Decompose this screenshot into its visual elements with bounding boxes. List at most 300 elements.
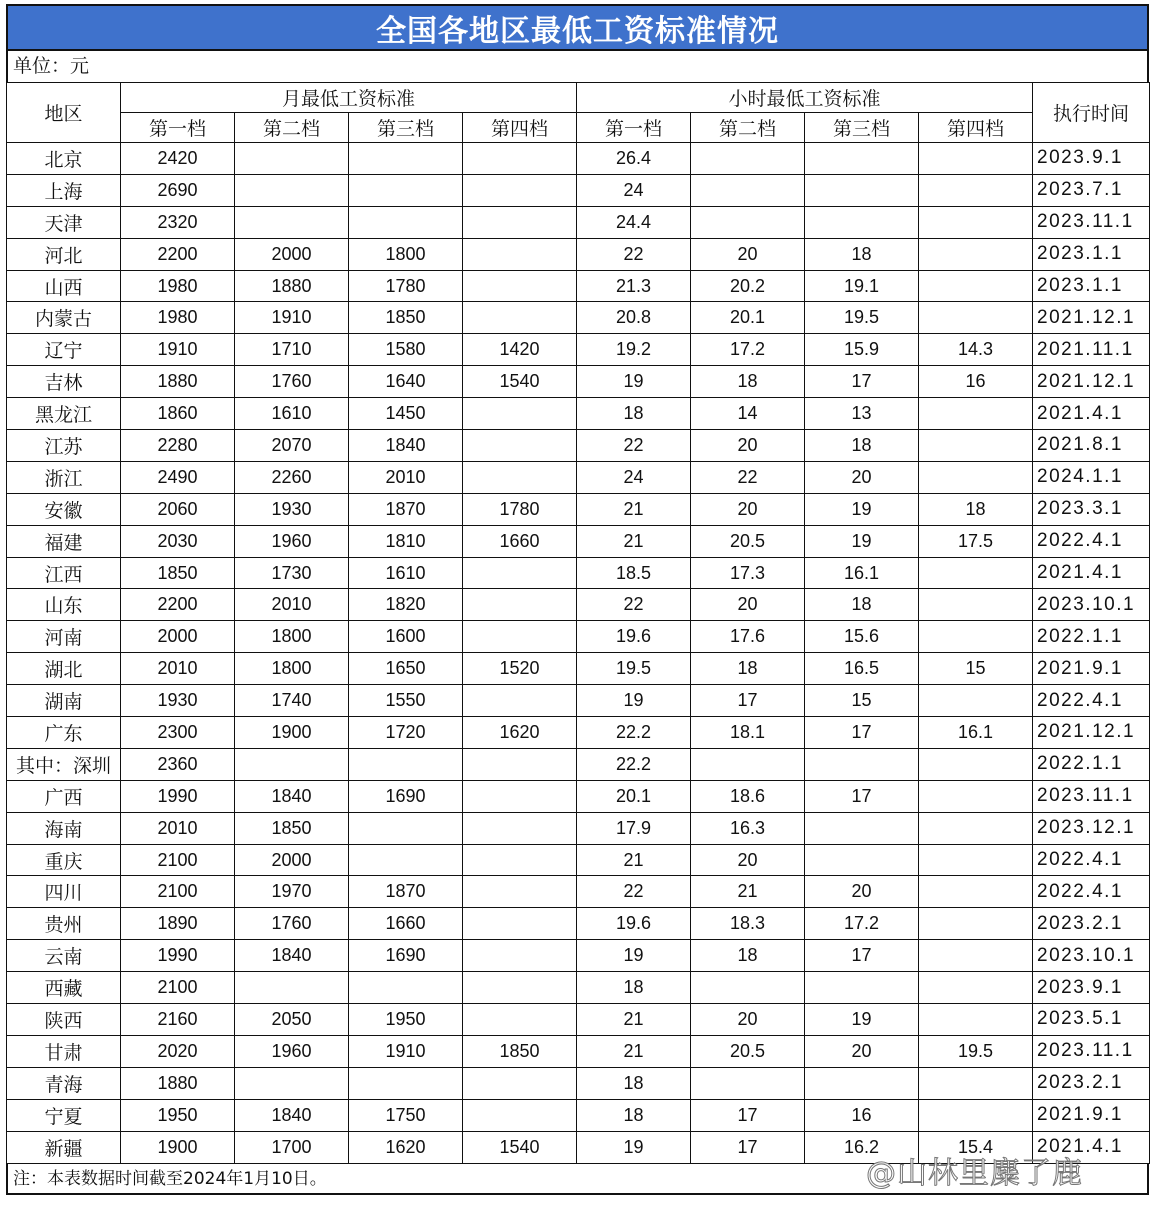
- monthly-tier-4-cell: 1540: [463, 366, 577, 398]
- table-row: [7, 557, 1150, 589]
- monthly-tier-3-cell: 1660: [349, 908, 463, 940]
- region-cell: 甘肃: [7, 1035, 121, 1067]
- effective-date-cell: 2022.4.1: [1033, 685, 1150, 717]
- hourly-tier-1-cell: 22: [577, 876, 691, 908]
- header-hourly-tier-2: 第二档: [691, 113, 805, 143]
- monthly-tier-4-cell: [463, 398, 577, 430]
- table-row: [7, 621, 1150, 653]
- table-row: [7, 302, 1150, 334]
- hourly-tier-1-cell: 22.2: [577, 717, 691, 749]
- hourly-tier-3-cell: 15.9: [805, 334, 919, 366]
- table-row: [7, 653, 1150, 685]
- hourly-tier-3-cell: 15.6: [805, 621, 919, 653]
- monthly-tier-4-cell: 1620: [463, 717, 577, 749]
- hourly-tier-2-cell: [691, 972, 805, 1004]
- hourly-tier-4-cell: [919, 270, 1033, 302]
- hourly-tier-4-cell: [919, 685, 1033, 717]
- hourly-tier-1-cell: 22: [577, 430, 691, 462]
- hourly-tier-3-cell: 13: [805, 398, 919, 430]
- monthly-tier-2-cell: 1800: [235, 621, 349, 653]
- monthly-tier-2-cell: 1760: [235, 366, 349, 398]
- table-row: [7, 812, 1150, 844]
- hourly-tier-3-cell: 20: [805, 876, 919, 908]
- hourly-tier-4-cell: [919, 780, 1033, 812]
- region-cell: 贵州: [7, 908, 121, 940]
- effective-date-cell: 2021.12.1: [1033, 302, 1150, 334]
- monthly-tier-3-cell: 1600: [349, 621, 463, 653]
- hourly-tier-2-cell: 20: [691, 238, 805, 270]
- monthly-tier-3-cell: 1450: [349, 398, 463, 430]
- hourly-tier-4-cell: [919, 302, 1033, 334]
- hourly-tier-2-cell: 16.3: [691, 812, 805, 844]
- hourly-tier-3-cell: 17: [805, 366, 919, 398]
- monthly-tier-1-cell: 1910: [121, 334, 235, 366]
- monthly-tier-4-cell: [463, 589, 577, 621]
- monthly-tier-4-cell: [463, 461, 577, 493]
- monthly-tier-1-cell: 2100: [121, 876, 235, 908]
- hourly-tier-1-cell: 24.4: [577, 206, 691, 238]
- monthly-tier-4-cell: [463, 908, 577, 940]
- header-region: 地区: [7, 83, 121, 143]
- region-cell: 湖南: [7, 685, 121, 717]
- hourly-tier-2-cell: 17.2: [691, 334, 805, 366]
- effective-date-cell: 2023.3.1: [1033, 493, 1150, 525]
- region-cell: 广东: [7, 717, 121, 749]
- region-cell: 江西: [7, 557, 121, 589]
- table-row: [7, 238, 1150, 270]
- hourly-tier-1-cell: 19.6: [577, 908, 691, 940]
- effective-date-cell: 2021.11.1: [1033, 334, 1150, 366]
- monthly-tier-2-cell: [235, 1067, 349, 1099]
- region-cell: 安徽: [7, 493, 121, 525]
- table-row: [7, 493, 1150, 525]
- monthly-tier-3-cell: 1870: [349, 493, 463, 525]
- monthly-tier-4-cell: [463, 1004, 577, 1036]
- monthly-tier-1-cell: 2360: [121, 748, 235, 780]
- hourly-tier-2-cell: 20.5: [691, 525, 805, 557]
- monthly-tier-3-cell: [349, 206, 463, 238]
- monthly-tier-3-cell: 1850: [349, 302, 463, 334]
- hourly-tier-2-cell: 14: [691, 398, 805, 430]
- monthly-tier-2-cell: 1610: [235, 398, 349, 430]
- monthly-tier-1-cell: 2010: [121, 653, 235, 685]
- hourly-tier-2-cell: [691, 174, 805, 206]
- monthly-tier-3-cell: 1580: [349, 334, 463, 366]
- hourly-tier-1-cell: 20.8: [577, 302, 691, 334]
- hourly-tier-2-cell: 20: [691, 589, 805, 621]
- hourly-tier-4-cell: 15: [919, 653, 1033, 685]
- region-cell: 河北: [7, 238, 121, 270]
- hourly-tier-3-cell: 18: [805, 589, 919, 621]
- hourly-tier-3-cell: 20: [805, 1035, 919, 1067]
- hourly-tier-3-cell: 17: [805, 780, 919, 812]
- hourly-tier-3-cell: 16.1: [805, 557, 919, 589]
- monthly-tier-2-cell: 2000: [235, 238, 349, 270]
- monthly-tier-4-cell: [463, 238, 577, 270]
- monthly-tier-4-cell: 1780: [463, 493, 577, 525]
- hourly-tier-1-cell: 22: [577, 238, 691, 270]
- effective-date-cell: 2024.1.1: [1033, 461, 1150, 493]
- region-cell: 其中：深圳: [7, 748, 121, 780]
- monthly-tier-4-cell: [463, 940, 577, 972]
- monthly-tier-3-cell: 1840: [349, 430, 463, 462]
- monthly-tier-3-cell: 2010: [349, 461, 463, 493]
- hourly-tier-3-cell: 16.5: [805, 653, 919, 685]
- hourly-tier-1-cell: 19.5: [577, 653, 691, 685]
- hourly-tier-4-cell: [919, 238, 1033, 270]
- hourly-tier-4-cell: [919, 589, 1033, 621]
- hourly-tier-2-cell: 22: [691, 461, 805, 493]
- monthly-tier-2-cell: 1740: [235, 685, 349, 717]
- effective-date-cell: 2023.12.1: [1033, 812, 1150, 844]
- monthly-tier-2-cell: 2050: [235, 1004, 349, 1036]
- header-hourly-tier-3: 第三档: [805, 113, 919, 143]
- region-cell: 浙江: [7, 461, 121, 493]
- table-row: [7, 270, 1150, 302]
- hourly-tier-1-cell: 21: [577, 493, 691, 525]
- monthly-tier-4-cell: 1850: [463, 1035, 577, 1067]
- unit-label: 单位：元: [6, 51, 1149, 82]
- effective-date-cell: 2023.1.1: [1033, 270, 1150, 302]
- monthly-tier-3-cell: 1950: [349, 1004, 463, 1036]
- monthly-tier-2-cell: 1900: [235, 717, 349, 749]
- hourly-tier-1-cell: 18: [577, 398, 691, 430]
- effective-date-cell: 2022.4.1: [1033, 844, 1150, 876]
- monthly-tier-3-cell: 1650: [349, 653, 463, 685]
- hourly-tier-3-cell: 16: [805, 1099, 919, 1131]
- monthly-tier-1-cell: 2010: [121, 812, 235, 844]
- effective-date-cell: 2023.5.1: [1033, 1004, 1150, 1036]
- hourly-tier-2-cell: 18.3: [691, 908, 805, 940]
- monthly-tier-3-cell: [349, 812, 463, 844]
- monthly-tier-4-cell: 1540: [463, 1131, 577, 1163]
- footnote: 注：本表数据时间截至2024年1月10日。: [6, 1164, 1149, 1195]
- hourly-tier-1-cell: 21: [577, 1004, 691, 1036]
- monthly-tier-1-cell: 2030: [121, 525, 235, 557]
- effective-date-cell: 2021.8.1: [1033, 430, 1150, 462]
- header-monthly-tier-2: 第二档: [235, 113, 349, 143]
- table-row: [7, 876, 1150, 908]
- sheet-title: 全国各地区最低工资标准情况: [6, 4, 1149, 51]
- monthly-tier-1-cell: 1930: [121, 685, 235, 717]
- hourly-tier-3-cell: 15: [805, 685, 919, 717]
- hourly-tier-2-cell: 18: [691, 366, 805, 398]
- monthly-tier-1-cell: 1990: [121, 780, 235, 812]
- hourly-tier-4-cell: [919, 206, 1033, 238]
- monthly-tier-3-cell: 1620: [349, 1131, 463, 1163]
- effective-date-cell: 2021.4.1: [1033, 1131, 1150, 1163]
- hourly-tier-3-cell: 20: [805, 461, 919, 493]
- monthly-tier-2-cell: [235, 206, 349, 238]
- monthly-tier-1-cell: 1850: [121, 557, 235, 589]
- monthly-tier-2-cell: 1710: [235, 334, 349, 366]
- table-row: [7, 972, 1150, 1004]
- effective-date-cell: 2023.7.1: [1033, 174, 1150, 206]
- hourly-tier-4-cell: [919, 430, 1033, 462]
- hourly-tier-3-cell: [805, 174, 919, 206]
- region-cell: 重庆: [7, 844, 121, 876]
- monthly-tier-1-cell: 2060: [121, 493, 235, 525]
- effective-date-cell: 2022.4.1: [1033, 876, 1150, 908]
- table-row: [7, 398, 1150, 430]
- hourly-tier-3-cell: 16.2: [805, 1131, 919, 1163]
- monthly-tier-2-cell: [235, 143, 349, 175]
- effective-date-cell: 2023.9.1: [1033, 972, 1150, 1004]
- monthly-tier-4-cell: [463, 206, 577, 238]
- monthly-tier-1-cell: 2280: [121, 430, 235, 462]
- monthly-tier-1-cell: 2420: [121, 143, 235, 175]
- hourly-tier-2-cell: [691, 206, 805, 238]
- header-hourly: 小时最低工资标准: [577, 83, 1033, 113]
- header-monthly-tier-4: 第四档: [463, 113, 577, 143]
- header-monthly-tier-3: 第三档: [349, 113, 463, 143]
- hourly-tier-2-cell: [691, 143, 805, 175]
- hourly-tier-4-cell: [919, 876, 1033, 908]
- hourly-tier-2-cell: 17: [691, 1099, 805, 1131]
- hourly-tier-1-cell: 22: [577, 589, 691, 621]
- monthly-tier-3-cell: 1750: [349, 1099, 463, 1131]
- monthly-tier-3-cell: 1810: [349, 525, 463, 557]
- hourly-tier-2-cell: 17.3: [691, 557, 805, 589]
- monthly-tier-3-cell: 1640: [349, 366, 463, 398]
- monthly-tier-4-cell: [463, 302, 577, 334]
- monthly-tier-2-cell: 2000: [235, 844, 349, 876]
- hourly-tier-4-cell: [919, 844, 1033, 876]
- table-row: [7, 908, 1150, 940]
- region-cell: 河南: [7, 621, 121, 653]
- table-row: [7, 1067, 1150, 1099]
- monthly-tier-3-cell: 1820: [349, 589, 463, 621]
- monthly-tier-3-cell: 1870: [349, 876, 463, 908]
- monthly-tier-1-cell: 2200: [121, 589, 235, 621]
- effective-date-cell: 2021.9.1: [1033, 653, 1150, 685]
- hourly-tier-3-cell: [805, 972, 919, 1004]
- region-cell: 广西: [7, 780, 121, 812]
- monthly-tier-1-cell: 2020: [121, 1035, 235, 1067]
- monthly-tier-1-cell: 1990: [121, 940, 235, 972]
- hourly-tier-2-cell: 18.1: [691, 717, 805, 749]
- hourly-tier-3-cell: 18: [805, 430, 919, 462]
- monthly-tier-2-cell: 1960: [235, 525, 349, 557]
- effective-date-cell: 2023.2.1: [1033, 1067, 1150, 1099]
- hourly-tier-2-cell: 20: [691, 493, 805, 525]
- region-cell: 山东: [7, 589, 121, 621]
- monthly-tier-4-cell: [463, 685, 577, 717]
- monthly-tier-2-cell: 1850: [235, 812, 349, 844]
- hourly-tier-1-cell: 18.5: [577, 557, 691, 589]
- hourly-tier-4-cell: [919, 1099, 1033, 1131]
- monthly-tier-1-cell: 2100: [121, 844, 235, 876]
- monthly-tier-4-cell: [463, 621, 577, 653]
- hourly-tier-1-cell: 18: [577, 972, 691, 1004]
- effective-date-cell: 2021.12.1: [1033, 717, 1150, 749]
- hourly-tier-3-cell: [805, 812, 919, 844]
- hourly-tier-2-cell: 20: [691, 1004, 805, 1036]
- header-monthly-tier-1: 第一档: [121, 113, 235, 143]
- hourly-tier-3-cell: 17: [805, 717, 919, 749]
- table-row: [7, 685, 1150, 717]
- hourly-tier-1-cell: 20.1: [577, 780, 691, 812]
- hourly-tier-1-cell: 24: [577, 461, 691, 493]
- effective-date-cell: 2023.1.1: [1033, 238, 1150, 270]
- effective-date-cell: 2022.1.1: [1033, 621, 1150, 653]
- monthly-tier-1-cell: 2100: [121, 972, 235, 1004]
- monthly-tier-1-cell: 2000: [121, 621, 235, 653]
- monthly-tier-1-cell: 1980: [121, 302, 235, 334]
- hourly-tier-4-cell: [919, 908, 1033, 940]
- monthly-tier-4-cell: [463, 972, 577, 1004]
- hourly-tier-1-cell: 21: [577, 525, 691, 557]
- region-cell: 福建: [7, 525, 121, 557]
- monthly-tier-3-cell: [349, 844, 463, 876]
- hourly-tier-3-cell: 19.1: [805, 270, 919, 302]
- monthly-tier-3-cell: 1690: [349, 780, 463, 812]
- region-cell: 江苏: [7, 430, 121, 462]
- monthly-tier-4-cell: [463, 780, 577, 812]
- monthly-tier-1-cell: 1860: [121, 398, 235, 430]
- table-row: [7, 143, 1150, 175]
- hourly-tier-3-cell: [805, 206, 919, 238]
- table-row: [7, 525, 1150, 557]
- hourly-tier-2-cell: 18.6: [691, 780, 805, 812]
- monthly-tier-4-cell: [463, 557, 577, 589]
- monthly-tier-4-cell: [463, 1099, 577, 1131]
- monthly-tier-3-cell: [349, 1067, 463, 1099]
- hourly-tier-2-cell: 20: [691, 430, 805, 462]
- hourly-tier-1-cell: 18: [577, 1099, 691, 1131]
- monthly-tier-1-cell: 2200: [121, 238, 235, 270]
- monthly-tier-1-cell: 1890: [121, 908, 235, 940]
- hourly-tier-2-cell: 17: [691, 1131, 805, 1163]
- region-cell: 内蒙古: [7, 302, 121, 334]
- region-cell: 青海: [7, 1067, 121, 1099]
- hourly-tier-4-cell: [919, 972, 1033, 1004]
- monthly-tier-1-cell: 2300: [121, 717, 235, 749]
- hourly-tier-2-cell: 20.5: [691, 1035, 805, 1067]
- monthly-tier-2-cell: 1840: [235, 940, 349, 972]
- monthly-tier-3-cell: 1610: [349, 557, 463, 589]
- monthly-tier-3-cell: 1910: [349, 1035, 463, 1067]
- table-row: [7, 461, 1150, 493]
- hourly-tier-4-cell: 18: [919, 493, 1033, 525]
- hourly-tier-4-cell: [919, 557, 1033, 589]
- hourly-tier-4-cell: [919, 1067, 1033, 1099]
- table-row: [7, 334, 1150, 366]
- hourly-tier-3-cell: [805, 748, 919, 780]
- hourly-tier-3-cell: 19: [805, 1004, 919, 1036]
- header-date: 执行时间: [1033, 83, 1150, 143]
- monthly-tier-4-cell: [463, 174, 577, 206]
- table-row: [7, 1035, 1150, 1067]
- hourly-tier-4-cell: [919, 1004, 1033, 1036]
- table-row: [7, 1099, 1150, 1131]
- hourly-tier-3-cell: 17: [805, 940, 919, 972]
- region-cell: 吉林: [7, 366, 121, 398]
- table-row: [7, 366, 1150, 398]
- hourly-tier-3-cell: [805, 844, 919, 876]
- header-monthly: 月最低工资标准: [121, 83, 577, 113]
- effective-date-cell: 2021.9.1: [1033, 1099, 1150, 1131]
- monthly-tier-3-cell: 1780: [349, 270, 463, 302]
- hourly-tier-2-cell: 20.2: [691, 270, 805, 302]
- hourly-tier-2-cell: 17: [691, 685, 805, 717]
- monthly-tier-3-cell: [349, 972, 463, 1004]
- table-row: [7, 1004, 1150, 1036]
- hourly-tier-3-cell: 19.5: [805, 302, 919, 334]
- monthly-tier-1-cell: 1880: [121, 366, 235, 398]
- monthly-tier-2-cell: [235, 748, 349, 780]
- hourly-tier-2-cell: 17.6: [691, 621, 805, 653]
- hourly-tier-4-cell: [919, 812, 1033, 844]
- monthly-tier-1-cell: 1950: [121, 1099, 235, 1131]
- effective-date-cell: 2023.10.1: [1033, 589, 1150, 621]
- hourly-tier-1-cell: 19: [577, 366, 691, 398]
- monthly-tier-4-cell: 1520: [463, 653, 577, 685]
- monthly-tier-1-cell: 2160: [121, 1004, 235, 1036]
- hourly-tier-1-cell: 21: [577, 844, 691, 876]
- monthly-tier-2-cell: 1910: [235, 302, 349, 334]
- monthly-tier-4-cell: [463, 876, 577, 908]
- region-cell: 陕西: [7, 1004, 121, 1036]
- monthly-tier-2-cell: 1730: [235, 557, 349, 589]
- region-cell: 四川: [7, 876, 121, 908]
- region-cell: 上海: [7, 174, 121, 206]
- effective-date-cell: 2022.1.1: [1033, 748, 1150, 780]
- monthly-tier-2-cell: 1760: [235, 908, 349, 940]
- monthly-tier-4-cell: [463, 430, 577, 462]
- monthly-tier-3-cell: [349, 174, 463, 206]
- table-row: [7, 748, 1150, 780]
- hourly-tier-4-cell: 14.3: [919, 334, 1033, 366]
- hourly-tier-3-cell: 19: [805, 493, 919, 525]
- effective-date-cell: 2022.4.1: [1033, 525, 1150, 557]
- hourly-tier-3-cell: 17.2: [805, 908, 919, 940]
- monthly-tier-3-cell: 1550: [349, 685, 463, 717]
- monthly-tier-2-cell: [235, 174, 349, 206]
- hourly-tier-1-cell: 19: [577, 685, 691, 717]
- region-cell: 辽宁: [7, 334, 121, 366]
- hourly-tier-1-cell: 17.9: [577, 812, 691, 844]
- hourly-tier-4-cell: [919, 398, 1033, 430]
- monthly-tier-4-cell: [463, 844, 577, 876]
- hourly-tier-1-cell: 26.4: [577, 143, 691, 175]
- hourly-tier-2-cell: 18: [691, 653, 805, 685]
- monthly-tier-4-cell: 1660: [463, 525, 577, 557]
- table-row: [7, 430, 1150, 462]
- monthly-tier-4-cell: [463, 143, 577, 175]
- region-cell: 宁夏: [7, 1099, 121, 1131]
- hourly-tier-4-cell: [919, 174, 1033, 206]
- monthly-tier-1-cell: 1880: [121, 1067, 235, 1099]
- hourly-tier-4-cell: 16.1: [919, 717, 1033, 749]
- monthly-tier-4-cell: [463, 812, 577, 844]
- hourly-tier-4-cell: [919, 940, 1033, 972]
- hourly-tier-4-cell: [919, 461, 1033, 493]
- table-row: [7, 717, 1150, 749]
- hourly-tier-4-cell: 16: [919, 366, 1033, 398]
- monthly-tier-2-cell: 1960: [235, 1035, 349, 1067]
- table-row: [7, 940, 1150, 972]
- hourly-tier-1-cell: 22.2: [577, 748, 691, 780]
- monthly-tier-1-cell: 1900: [121, 1131, 235, 1163]
- table-row: [7, 174, 1150, 206]
- effective-date-cell: 2023.10.1: [1033, 940, 1150, 972]
- wage-table: [6, 82, 1150, 1164]
- table-row: [7, 206, 1150, 238]
- effective-date-cell: 2021.4.1: [1033, 398, 1150, 430]
- region-cell: 云南: [7, 940, 121, 972]
- effective-date-cell: 2023.2.1: [1033, 908, 1150, 940]
